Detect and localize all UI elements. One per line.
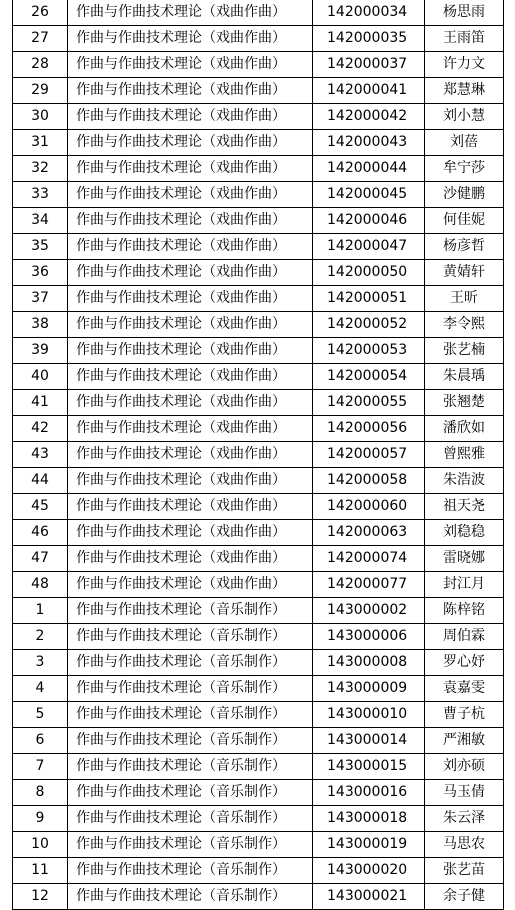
cell-exam-id: 142000056 (313, 416, 425, 442)
cell-major: 作曲与作曲技术理论（戏曲作曲） (68, 104, 313, 130)
table-row (13, 442, 504, 468)
cell-major: 作曲与作曲技术理论（音乐制作） (68, 832, 313, 858)
cell-name: 罗心妤 (425, 650, 504, 676)
cell-major: 作曲与作曲技术理论（戏曲作曲） (68, 26, 313, 52)
cell-major: 作曲与作曲技术理论（音乐制作） (68, 780, 313, 806)
cell-major: 作曲与作曲技术理论（戏曲作曲） (68, 364, 313, 390)
cell-number: 31 (13, 130, 68, 156)
cell-major: 作曲与作曲技术理论（戏曲作曲） (68, 442, 313, 468)
cell-major: 作曲与作曲技术理论（音乐制作） (68, 598, 313, 624)
cell-exam-id: 142000047 (313, 234, 425, 260)
cell-major: 作曲与作曲技术理论（音乐制作） (68, 702, 313, 728)
cell-name: 朱浩波 (425, 468, 504, 494)
cell-number: 12 (13, 884, 68, 910)
cell-number: 6 (13, 728, 68, 754)
cell-number: 45 (13, 494, 68, 520)
cell-major: 作曲与作曲技术理论（戏曲作曲） (68, 338, 313, 364)
table-row (13, 26, 504, 52)
cell-name: 曾熙雅 (425, 442, 504, 468)
cell-name: 黄婧轩 (425, 260, 504, 286)
cell-major: 作曲与作曲技术理论（音乐制作） (68, 650, 313, 676)
cell-name: 朱云泽 (425, 806, 504, 832)
cell-name: 郑慧琳 (425, 78, 504, 104)
table-row (13, 572, 504, 598)
table-row (13, 52, 504, 78)
cell-major: 作曲与作曲技术理论（戏曲作曲） (68, 208, 313, 234)
cell-exam-id: 143000016 (313, 780, 425, 806)
cell-number: 48 (13, 572, 68, 598)
cell-exam-id: 143000018 (313, 806, 425, 832)
table-row (13, 156, 504, 182)
table-row (13, 520, 504, 546)
cell-exam-id: 142000055 (313, 390, 425, 416)
cell-name: 许力文 (425, 52, 504, 78)
table-row (13, 468, 504, 494)
cell-number: 29 (13, 78, 68, 104)
cell-exam-id: 142000046 (313, 208, 425, 234)
table-row (13, 832, 504, 858)
cell-exam-id: 143000002 (313, 598, 425, 624)
cell-major: 作曲与作曲技术理论（戏曲作曲） (68, 520, 313, 546)
cell-exam-id: 142000034 (313, 0, 425, 26)
cell-number: 11 (13, 858, 68, 884)
cell-number: 5 (13, 702, 68, 728)
cell-exam-id: 143000008 (313, 650, 425, 676)
cell-exam-id: 142000058 (313, 468, 425, 494)
admission-list-table (12, 0, 504, 910)
cell-name: 张艺楠 (425, 338, 504, 364)
table-row (13, 0, 504, 26)
table-row (13, 728, 504, 754)
cell-major: 作曲与作曲技术理论（戏曲作曲） (68, 0, 313, 26)
cell-major: 作曲与作曲技术理论（戏曲作曲） (68, 546, 313, 572)
table-row (13, 130, 504, 156)
cell-name: 马玉倩 (425, 780, 504, 806)
cell-major: 作曲与作曲技术理论（音乐制作） (68, 754, 313, 780)
cell-exam-id: 142000077 (313, 572, 425, 598)
cell-exam-id: 143000021 (313, 884, 425, 910)
cell-exam-id: 142000041 (313, 78, 425, 104)
cell-major: 作曲与作曲技术理论（音乐制作） (68, 858, 313, 884)
cell-name: 祖天尧 (425, 494, 504, 520)
cell-exam-id: 142000060 (313, 494, 425, 520)
cell-major: 作曲与作曲技术理论（戏曲作曲） (68, 468, 313, 494)
cell-number: 3 (13, 650, 68, 676)
table-row (13, 286, 504, 312)
cell-major: 作曲与作曲技术理论（戏曲作曲） (68, 416, 313, 442)
cell-name: 刘稳稳 (425, 520, 504, 546)
cell-name: 何佳妮 (425, 208, 504, 234)
cell-exam-id: 143000014 (313, 728, 425, 754)
cell-major: 作曲与作曲技术理论（戏曲作曲） (68, 156, 313, 182)
cell-number: 37 (13, 286, 68, 312)
cell-number: 32 (13, 156, 68, 182)
cell-name: 陈梓铭 (425, 598, 504, 624)
cell-number: 47 (13, 546, 68, 572)
cell-number: 4 (13, 676, 68, 702)
cell-name: 余子健 (425, 884, 504, 910)
cell-exam-id: 142000045 (313, 182, 425, 208)
cell-exam-id: 142000053 (313, 338, 425, 364)
cell-name: 刘小慧 (425, 104, 504, 130)
table-row (13, 598, 504, 624)
cell-number: 7 (13, 754, 68, 780)
cell-number: 10 (13, 832, 68, 858)
cell-exam-id: 142000042 (313, 104, 425, 130)
table-row (13, 182, 504, 208)
cell-number: 44 (13, 468, 68, 494)
table-row (13, 676, 504, 702)
cell-name: 牟宁莎 (425, 156, 504, 182)
table-row (13, 312, 504, 338)
cell-exam-id: 142000063 (313, 520, 425, 546)
cell-exam-id: 142000035 (313, 26, 425, 52)
cell-major: 作曲与作曲技术理论（戏曲作曲） (68, 390, 313, 416)
cell-exam-id: 143000010 (313, 702, 425, 728)
cell-major: 作曲与作曲技术理论（戏曲作曲） (68, 572, 313, 598)
table-row (13, 260, 504, 286)
cell-major: 作曲与作曲技术理论（音乐制作） (68, 624, 313, 650)
cell-name: 袁嘉雯 (425, 676, 504, 702)
table-row (13, 858, 504, 884)
cell-exam-id: 142000044 (313, 156, 425, 182)
cell-major: 作曲与作曲技术理论（戏曲作曲） (68, 494, 313, 520)
cell-major: 作曲与作曲技术理论（戏曲作曲） (68, 52, 313, 78)
table-row (13, 390, 504, 416)
table-row (13, 416, 504, 442)
cell-name: 雷晓娜 (425, 546, 504, 572)
cell-number: 38 (13, 312, 68, 338)
cell-exam-id: 142000057 (313, 442, 425, 468)
cell-name: 刘亦硕 (425, 754, 504, 780)
cell-name: 严湘敏 (425, 728, 504, 754)
table-row (13, 884, 504, 910)
cell-major: 作曲与作曲技术理论（音乐制作） (68, 806, 313, 832)
cell-exam-id: 143000006 (313, 624, 425, 650)
cell-number: 1 (13, 598, 68, 624)
table-row (13, 494, 504, 520)
cell-number: 8 (13, 780, 68, 806)
cell-number: 39 (13, 338, 68, 364)
cell-exam-id: 142000074 (313, 546, 425, 572)
cell-name: 马思农 (425, 832, 504, 858)
table-row (13, 806, 504, 832)
table-row (13, 104, 504, 130)
table-row (13, 702, 504, 728)
table-row (13, 364, 504, 390)
cell-name: 王昕 (425, 286, 504, 312)
cell-number: 36 (13, 260, 68, 286)
cell-number: 27 (13, 26, 68, 52)
cell-number: 34 (13, 208, 68, 234)
cell-number: 40 (13, 364, 68, 390)
cell-exam-id: 143000020 (313, 858, 425, 884)
table-row (13, 338, 504, 364)
table-row (13, 650, 504, 676)
cell-exam-id: 143000019 (313, 832, 425, 858)
cell-number: 9 (13, 806, 68, 832)
table-row (13, 208, 504, 234)
cell-number: 2 (13, 624, 68, 650)
cell-exam-id: 142000037 (313, 52, 425, 78)
cell-major: 作曲与作曲技术理论（戏曲作曲） (68, 130, 313, 156)
cell-major: 作曲与作曲技术理论（戏曲作曲） (68, 78, 313, 104)
cell-major: 作曲与作曲技术理论（戏曲作曲） (68, 260, 313, 286)
cell-exam-id: 142000050 (313, 260, 425, 286)
cell-number: 42 (13, 416, 68, 442)
cell-name: 杨思雨 (425, 0, 504, 26)
cell-number: 30 (13, 104, 68, 130)
cell-major: 作曲与作曲技术理论（戏曲作曲） (68, 182, 313, 208)
cell-major: 作曲与作曲技术理论（音乐制作） (68, 676, 313, 702)
cell-exam-id: 143000015 (313, 754, 425, 780)
cell-major: 作曲与作曲技术理论（音乐制作） (68, 884, 313, 910)
cell-major: 作曲与作曲技术理论（音乐制作） (68, 728, 313, 754)
cell-name: 曹子杭 (425, 702, 504, 728)
cell-number: 26 (13, 0, 68, 26)
cell-major: 作曲与作曲技术理论（戏曲作曲） (68, 312, 313, 338)
table-row (13, 624, 504, 650)
cell-number: 46 (13, 520, 68, 546)
cell-exam-id: 143000009 (313, 676, 425, 702)
cell-name: 李令熙 (425, 312, 504, 338)
cell-name: 朱晨瑀 (425, 364, 504, 390)
cell-major: 作曲与作曲技术理论（戏曲作曲） (68, 234, 313, 260)
cell-major: 作曲与作曲技术理论（戏曲作曲） (68, 286, 313, 312)
cell-name: 封江月 (425, 572, 504, 598)
cell-name: 周伯霖 (425, 624, 504, 650)
cell-exam-id: 142000051 (313, 286, 425, 312)
cell-name: 张艺苗 (425, 858, 504, 884)
cell-number: 33 (13, 182, 68, 208)
table-row (13, 546, 504, 572)
cell-name: 沙健鹏 (425, 182, 504, 208)
cell-exam-id: 142000052 (313, 312, 425, 338)
cell-number: 41 (13, 390, 68, 416)
table-row (13, 754, 504, 780)
cell-name: 刘蓓 (425, 130, 504, 156)
cell-name: 张翘楚 (425, 390, 504, 416)
cell-name: 杨彦哲 (425, 234, 504, 260)
table-row (13, 780, 504, 806)
cell-number: 35 (13, 234, 68, 260)
cell-name: 王雨笛 (425, 26, 504, 52)
cell-name: 潘欣如 (425, 416, 504, 442)
cell-exam-id: 142000054 (313, 364, 425, 390)
table-row (13, 234, 504, 260)
cell-number: 43 (13, 442, 68, 468)
table-body (13, 0, 504, 910)
table-row (13, 78, 504, 104)
cell-number: 28 (13, 52, 68, 78)
cell-exam-id: 142000043 (313, 130, 425, 156)
